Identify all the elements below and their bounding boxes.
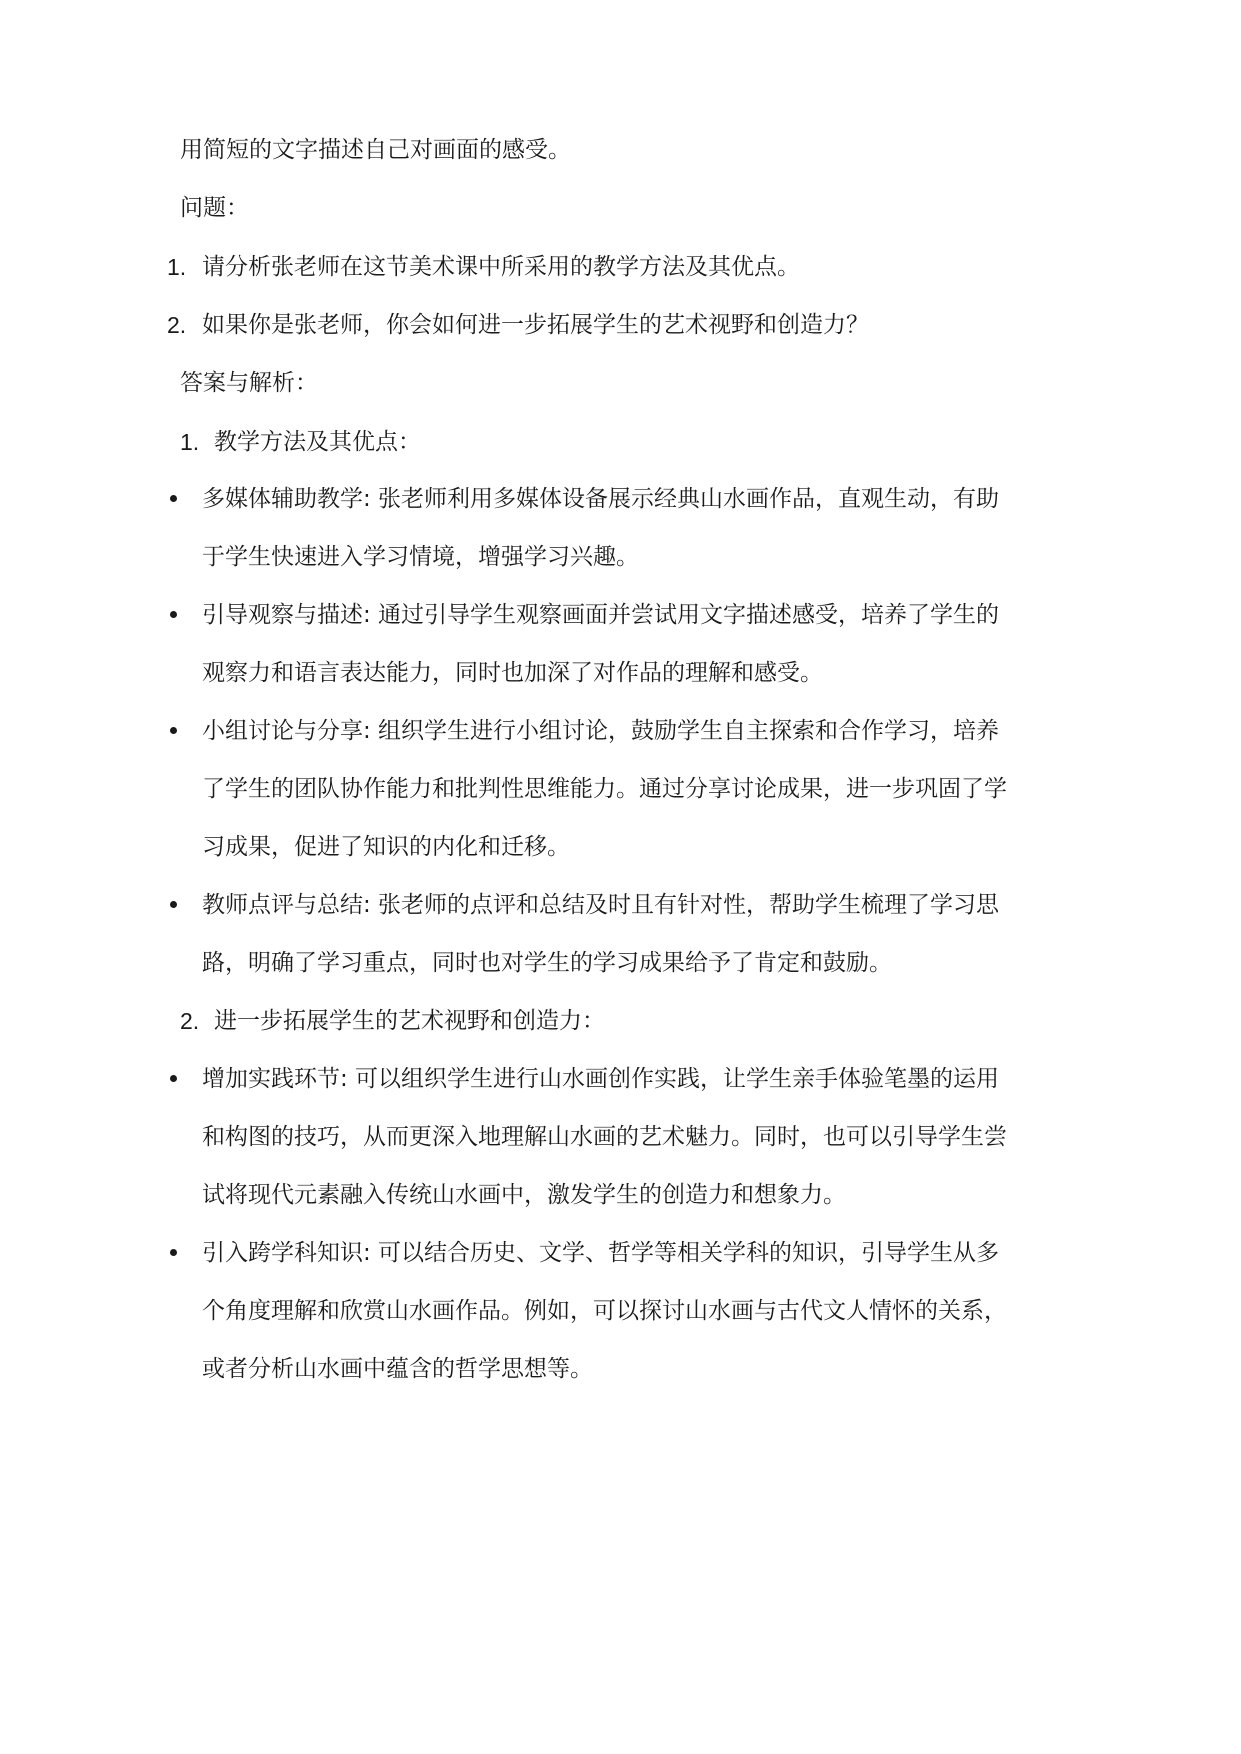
section-1-bullet-3-line-1: 小组讨论与分享: 组织学生进行小组讨论，鼓励学生自主探索和合作学习，培养 [202, 718, 1000, 744]
section-2-bullet-2-line-1: 引入跨学科知识: 可以结合历史、文学、哲学等相关学科的知识，引导学生从多 [202, 1240, 1000, 1266]
section-2-bullet-2-line-3: 或者分析山水画中蕴含的哲学思想等。 [202, 1356, 593, 1382]
question-2-text: 如果你是张老师，你会如何进一步拓展学生的艺术视野和创造力？ [202, 312, 869, 338]
bullet-dot [170, 901, 177, 908]
section-1-bullet-4-line-1: 教师点评与总结: 张老师的点评和总结及时且有针对性，帮助学生梳理了学习思 [202, 892, 1000, 918]
section-1-bullet-1-line-1: 多媒体辅助教学: 张老师利用多媒体设备展示经典山水画作品，直观生动，有助 [202, 486, 1000, 512]
section-1-title: 教学方法及其优点： [214, 429, 421, 455]
question-heading: 问题： [180, 195, 249, 221]
section-2-bullet-1-line-3: 试将现代元素融入传统山水画中，激发学生的创造力和想象力。 [202, 1182, 846, 1208]
section-1-bullet-2-line-1: 引导观察与描述: 通过引导学生观察画面并尝试用文字描述感受，培养了学生的 [202, 602, 1000, 628]
section-1-bullet-4-line-2: 路，明确了学习重点，同时也对学生的学习成果给予了肯定和鼓励。 [202, 950, 892, 976]
section-2-bullet-2-line-2: 个角度理解和欣赏山水画作品。例如，可以探讨山水画与古代文人情怀的关系， [202, 1298, 1007, 1324]
intro-text: 用简短的文字描述自己对画面的感受。 [180, 137, 571, 163]
bullet-dot [170, 727, 177, 734]
bullet-dot [170, 611, 177, 618]
bullet-dot [170, 1075, 177, 1082]
section-1-bullet-3-line-2: 了学生的团队协作能力和批判性思维能力。通过分享讨论成果，进一步巩固了学 [202, 776, 1007, 802]
section-2-number: 2. [180, 1008, 200, 1034]
section-1-bullet-1-line-2: 于学生快速进入学习情境，增强学习兴趣。 [202, 544, 639, 570]
bullet-dot [170, 1249, 177, 1256]
answer-heading: 答案与解析： [180, 370, 318, 396]
section-2-bullet-1-line-2: 和构图的技巧，从而更深入地理解山水画的艺术魅力。同时，也可以引导学生尝 [202, 1124, 1007, 1150]
section-1-bullet-2-line-2: 观察力和语言表达能力，同时也加深了对作品的理解和感受。 [202, 660, 823, 686]
bullet-dot [170, 495, 177, 502]
section-2-title: 进一步拓展学生的艺术视野和创造力： [214, 1008, 605, 1034]
section-1-bullet-3-line-3: 习成果，促进了知识的内化和迁移。 [202, 834, 570, 860]
section-1-number: 1. [180, 429, 200, 455]
question-1-text: 请分析张老师在这节美术课中所采用的教学方法及其优点。 [202, 254, 800, 280]
question-1-number: 1. [167, 254, 187, 280]
section-2-bullet-1-line-1: 增加实践环节: 可以组织学生进行山水画创作实践，让学生亲手体验笔墨的运用 [202, 1066, 1000, 1092]
question-2-number: 2. [167, 312, 187, 338]
